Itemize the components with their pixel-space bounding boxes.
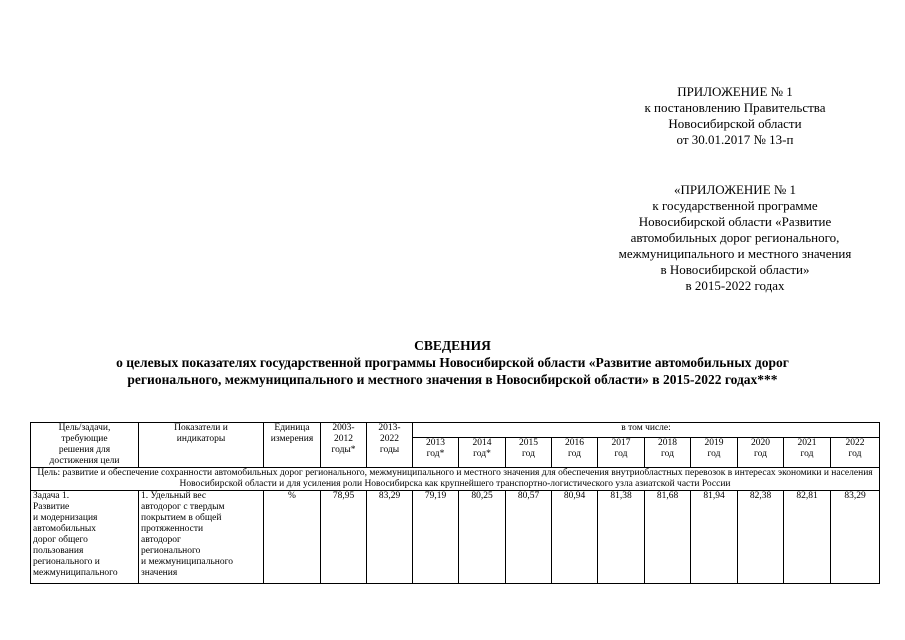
value-cell: 83,29 [367, 491, 413, 584]
appendix-decree-line: ПРИЛОЖЕНИЕ № 1 [677, 84, 793, 99]
value-cell: 80,57 [506, 491, 552, 584]
appendix-decree-line: к постановлению Правительства [644, 100, 826, 115]
table-row [31, 491, 880, 584]
indicators-table [30, 422, 880, 584]
header-year: 2015 год [506, 438, 552, 468]
appendix-program-line: в 2015-2022 годах [685, 278, 785, 293]
header-year: 2021 год [784, 438, 831, 468]
header-year: 2016 год [552, 438, 598, 468]
value-cell: 82,81 [784, 491, 831, 584]
indicator-cell: 1. Удельный вес автодорог с твердым покрытием в общей протяженности автодорог регионального и межмуниципального значения [139, 491, 264, 584]
appendix-program-line: автомобильных дорог регионального, [630, 230, 840, 245]
value-cell: 80,25 [459, 491, 506, 584]
header-period-2013-2022: 2013- 2022 годы [367, 423, 413, 468]
header-year: 2014 год* [459, 438, 506, 468]
appendix-decree-line: Новосибирской области [668, 116, 802, 131]
appendix-program-line: Новосибирской области «Развитие [638, 214, 832, 229]
header-period-2003-2012: 2003- 2012 годы* [321, 423, 367, 468]
header-year: 2019 год [691, 438, 738, 468]
header-year: 2018 год [645, 438, 691, 468]
header-indicators: Показатели и индикаторы [139, 423, 264, 468]
appendix-decree-line: от 30.01.2017 № 13-п [676, 132, 794, 147]
value-cell: 83,29 [831, 491, 880, 584]
appendix-program-line: к государственной программе [652, 198, 818, 213]
goal-text: Цель: развитие и обеспечение сохранности автомобильных дорог регионального, межмуниципального и местного значения для обеспечения внутриобластных перевозок в интересах экономики и населения Новосибирской области и для усиления роли Новосибирска как крупнейшего транспортно-логистического узла азиатской части России [31, 468, 880, 491]
header-goal: Цель/задачи, требующие решения для достижения цели [31, 423, 139, 468]
appendix-decree-block [590, 84, 880, 148]
appendix-program-line: в Новосибирской области» [660, 262, 810, 277]
document-title [30, 337, 875, 388]
title-heading: СВЕДЕНИЯ [414, 338, 491, 353]
header-unit: Единица измерения [264, 423, 321, 468]
goal-row [31, 468, 880, 491]
value-cell: 80,94 [552, 491, 598, 584]
header-year: 2020 год [738, 438, 784, 468]
title-line: регионального, межмуниципального и местного значения в Новосибирской области» в 2015-2022 годах*** [127, 372, 778, 387]
header-year: 2022 год [831, 438, 880, 468]
task-cell: Задача 1. Развитие и модернизация автомобильных дорог общего пользования регионального и межмуниципального [31, 491, 139, 584]
header-year: 2017 год [598, 438, 645, 468]
value-cell: 81,68 [645, 491, 691, 584]
title-line: о целевых показателях государственной программы Новосибирской области «Развитие автомобильных дорог [116, 355, 789, 370]
appendix-program-line: межмуниципального и местного значения [618, 246, 852, 261]
value-cell: 81,38 [598, 491, 645, 584]
value-cell: 82,38 [738, 491, 784, 584]
table-header-row [31, 423, 880, 438]
appendix-program-line: «ПРИЛОЖЕНИЕ № 1 [673, 182, 797, 197]
value-cell: 79,19 [413, 491, 459, 584]
value-cell: 78,95 [321, 491, 367, 584]
value-cell: 81,94 [691, 491, 738, 584]
header-including: в том числе: [413, 423, 880, 438]
appendix-program-block [590, 182, 880, 294]
unit-cell: % [264, 491, 321, 584]
header-year: 2013 год* [413, 438, 459, 468]
